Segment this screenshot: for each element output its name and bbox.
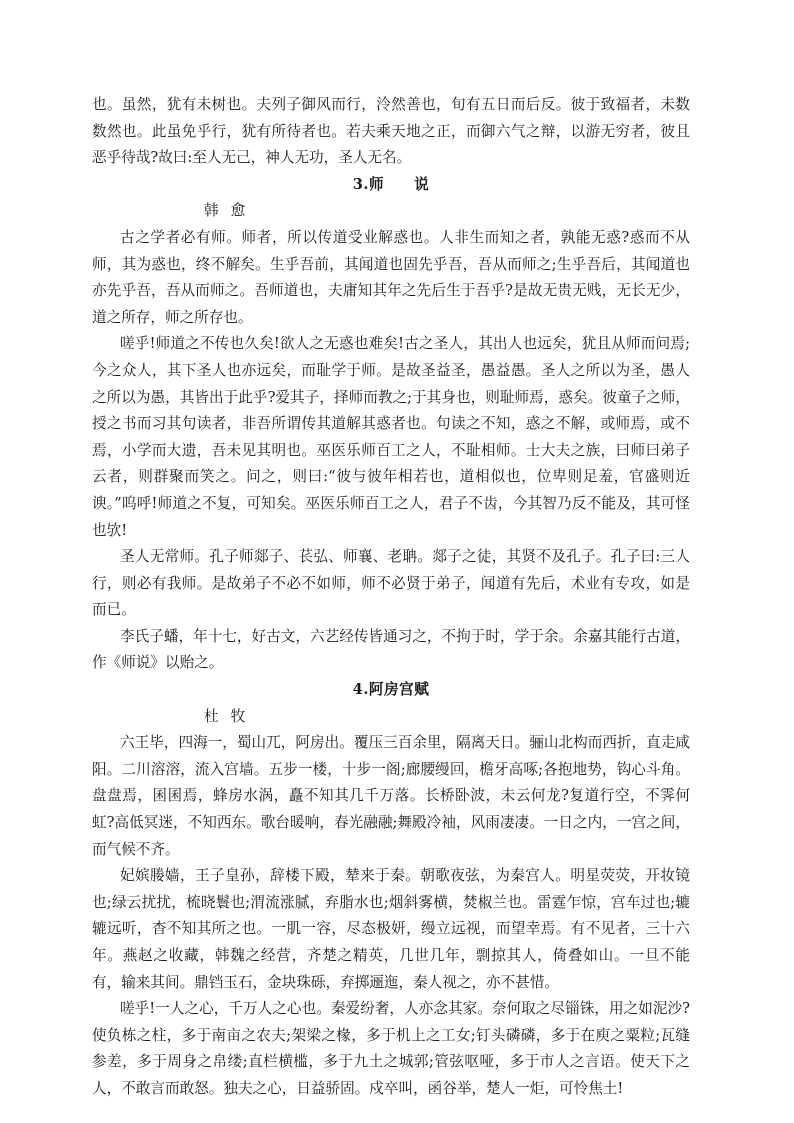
section-title-shishuo	[92, 172, 690, 199]
section-title-part-b: 说	[414, 175, 430, 193]
section-number: 4.	[352, 681, 369, 699]
section-author-hanyu: 韩愈	[204, 202, 258, 220]
body-paragraph: 古之学者必有师。师者，所以传道受业解惑也。人非生而知之者，孰能无惑?惑而不从师，其为惑也，终不解矣。生乎吾前，其闻道也固先乎吾，吾从而师之;生乎吾后，其闻道也亦先乎吾，吾从而师之。吾师道也，夫庸知其年之先后生于吾乎?是故无贵无贱，无长无少，道之所存，师之所存也。	[92, 228, 690, 326]
body-paragraph: 嗟乎!一人之心，千万人之心也。秦爱纷奢，人亦念其家。奈何取之尽锱铢，用之如泥沙?使负栋之柱，多于南亩之农夫;架梁之椽，多于机上之工女;钉头磷磷，多于在庾之粟粒;瓦缝参差，多于周身之帛缕;直栏横槛，多于九土之城郭;管弦呕哑，多于市人之言语。使天下之人，不敢言而敢怒。独夫之心，日益骄固。戍卒叫，函谷举，楚人一炬，可怜焦土!	[92, 1000, 690, 1097]
intro-continuation-paragraph: 也。虽然，犹有未树也。夫列子御风而行，泠然善也，旬有五日而后反。彼于致福者，未数数然也。此虽免乎行，犹有所待者也。若夫乘天地之正，而御六气之辩，以游无穷者，彼且恶乎待哉?故曰:至人无己，神人无功，圣人无名。	[92, 96, 690, 167]
section-title-afanggongfu	[92, 677, 690, 704]
body-paragraph: 圣人无常师。孔子师郯子、苌弘、师襄、老聃。郯子之徒，其贤不及孔子。孔子曰:三人行，则必有我师。是故弟子不必不如师，师不必贤于弟子，闻道有先后，术业有专攻，如是而已。	[92, 548, 690, 619]
section-number: 3.	[352, 175, 370, 193]
document-page	[92, 92, 690, 1103]
body-paragraph: 李氏子蟠，年十七，好古文，六艺经传皆通习之，不拘于时，学于余。余嘉其能行古道，作《师说》以贻之。	[92, 627, 690, 672]
section-title-part-a: 阿房宫赋	[368, 681, 430, 699]
body-paragraph: 六王毕，四海一，蜀山兀，阿房出。覆压三百余里，隔离天日。骊山北构而西折，直走咸阳。二川溶溶，流入宫墙。五步一楼，十步一阁;廊腰缦回，檐牙高啄;各抱地势，钩心斗角。盘盘焉，囷囷焉，蜂房水涡，矗不知其几千万落。长桥卧波，未云何龙?复道行空，不霁何虹?高低冥迷，不知西东。歌台暖响，春光融融;舞殿冷袖，风雨凄凄。一日之内，一宫之间，而气候不齐。	[92, 734, 690, 858]
section-title-part-a: 师	[369, 175, 385, 193]
body-paragraph: 嗟乎!师道之不传也久矣!欲人之无惑也难矣!古之圣人，其出人也远矣，犹且从师而问焉;今之众人，其下圣人也亦远矣，而耻学于师。是故圣益圣，愚益愚。圣人之所以为圣，愚人之所以为愚，其皆出于此乎?爱其子，择师而教之;于其身也，则耻师焉，惑矣。彼童子之师，授之书而习其句读者，非吾所谓传其道解其惑者也。句读之不知，惑之不解，或师焉，或不焉，小学而大遗，吾未见其明也。巫医乐师百工之人，不耻相师。士大夫之族，曰师曰弟子云者，则群聚而笑之。问之，则曰:“彼与彼年相若也，道相似也，位卑则足羞，官盛则近谀。”呜呼!师道之不复，可知矣。巫医乐师百工之人，君子不齿，今其智乃反不能及，其可怪也欤!	[92, 335, 690, 539]
body-paragraph: 妃嫔媵嫱，王子皇孙，辞楼下殿，辇来于秦。朝歌夜弦，为秦宫人。明星荧荧，开妆镜也;绿云扰扰，梳晓鬟也;渭流涨腻，弃脂水也;烟斜雾横，焚椒兰也。雷霆乍惊，宫车过也;辘辘远听，杳不知其所之也。一肌一容，尽态极妍，缦立远视，而望幸焉。有不见者，三十六年。燕赵之收藏，韩魏之经营，齐楚之精英，几世几年，剽掠其人，倚叠如山。一旦不能有，输来其间。鼎铛玉石，金块珠砾，弃掷逦迤，秦人视之，亦不甚惜。	[92, 867, 690, 991]
section-author-dumu: 杜牧	[204, 707, 258, 725]
